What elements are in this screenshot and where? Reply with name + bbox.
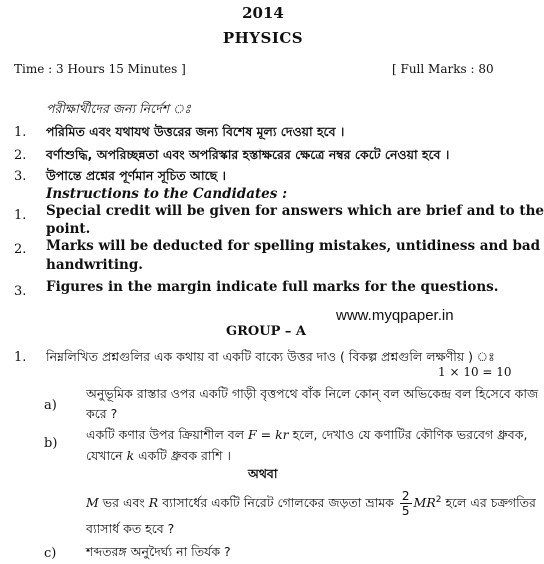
bn-instruction-num: 1. — [14, 125, 27, 140]
en-instruction-line: handwriting. — [46, 257, 143, 273]
en-instruction-line: Marks will be deducted for spelling mistakes, untidiness and bad — [46, 238, 541, 254]
group-heading: GROUP – A — [226, 324, 306, 339]
question-number: 1. — [14, 350, 27, 365]
en-instruction-line: point. — [46, 221, 91, 237]
en-instruction-num: 1. — [14, 208, 27, 223]
bn-instruction-num: 2. — [14, 148, 27, 163]
fraction-denominator: 5 — [401, 504, 410, 519]
en-instruction-num: 2. — [14, 242, 27, 257]
or-label: অথবা — [248, 466, 278, 481]
bengali-instructions-heading: পরীক্ষার্থীদের জন্য নির্দেশ ঃ — [46, 101, 191, 116]
part-label: a) — [44, 398, 57, 413]
alt-text: ব্যাসার্ধের একটি নিরেট গোলকের জড়তা ভ্রামক — [162, 495, 394, 511]
constant-var: k — [126, 448, 135, 463]
radius-var: R — [148, 495, 159, 511]
part-label: c) — [44, 546, 57, 561]
english-instructions-heading: Instructions to the Candidates : — [46, 186, 288, 202]
part-b-text: একটি ধ্রুবক রাশি । — [138, 448, 231, 463]
moment-expression: MR — [413, 495, 436, 511]
bn-instruction-text: বর্ণাশুদ্ধি, অপরিচ্ছন্নতা এবং অপরিস্কার হস্তাক্ষরের ক্ষেত্রে নম্বর কেটে নেওয়া হবে । — [46, 147, 450, 162]
question-marks: 1 × 10 = 10 — [438, 365, 512, 379]
part-text-line: করে ? — [86, 406, 118, 421]
question-text: নিম্নলিখিত প্রশ্নগুলির এক কথায় বা একটি বাক্যে উত্তর দাও ( বিকল্প প্রশ্নগুলি লক্ষণীয় ) ঃ — [46, 349, 495, 364]
alt-text: হলে এর চক্রগতির — [445, 495, 536, 511]
part-b-text: হলে, দেখাও যে কণাটির কৌণিক ভরবেগ ধ্রুবক, — [292, 427, 528, 442]
alt-question-line1 — [86, 485, 536, 518]
part-b-line2 — [86, 448, 231, 468]
force-equation: F = kr — [248, 427, 289, 442]
exam-subject: PHYSICS — [222, 29, 304, 47]
exam-time: Time : 3 Hours 15 Minutes ] — [14, 62, 186, 76]
part-label: b) — [44, 436, 58, 451]
part-b-line1 — [86, 427, 527, 447]
bn-instruction-text: পরিমিত এবং যথাযথ উত্তরের জন্য বিশেষ মূল্য দেওয়া হবে । — [46, 124, 345, 139]
alt-text: ভর এবং — [102, 495, 145, 511]
mass-var: M — [86, 495, 99, 511]
part-text-line: অনুভূমিক রাস্তার ওপর একটি গাড়ী বৃত্তপথে বাঁক নিলে কোন্ বল অভিকেন্দ্র বল হিসেবে কাজ — [86, 386, 539, 401]
en-instruction-line: Figures in the margin indicate full marks for the questions. — [46, 279, 499, 295]
part-b-text: একটি কণার উপর ক্রিয়াশীল বল — [86, 427, 245, 442]
bn-instruction-text: উপান্তে প্রশ্নের পূর্ণমান সূচিত আছে । — [46, 168, 227, 183]
exam-full-marks: [ Full Marks : 80 — [392, 62, 494, 76]
watermark-url: www.myqpaper.in — [336, 307, 454, 324]
bn-instruction-num: 3. — [14, 169, 27, 184]
en-instruction-num: 3. — [14, 284, 27, 299]
fraction — [400, 489, 412, 518]
alt-question-line2: ব্যাসার্ধ কত হবে ? — [86, 521, 175, 536]
fraction-numerator: 2 — [401, 489, 410, 504]
en-instruction-line: Special credit will be given for answers which are brief and to the — [46, 203, 544, 219]
part-text-line: শব্দতরঙ্গ অনুদৈর্ঘ্য না তির্যক ? — [86, 544, 231, 559]
part-b-text: যেখানে — [86, 448, 123, 463]
exponent: 2 — [435, 495, 442, 505]
exam-year: 2014 — [242, 4, 284, 22]
